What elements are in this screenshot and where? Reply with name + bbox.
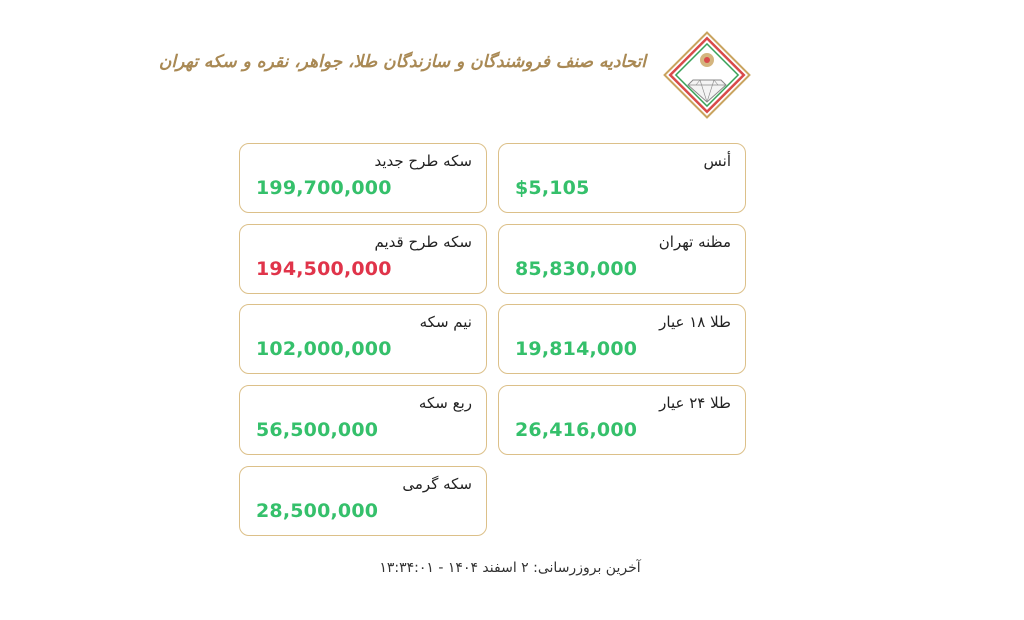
card-value: 85,830,000	[515, 258, 638, 280]
card-label: سکه طرح قدیم	[374, 233, 472, 251]
union-title: اتحادیه صنف فروشندگان و سازندگان طلا، جواهر، نقره و سکه تهران	[158, 52, 646, 72]
union-diamond-logo-icon	[662, 30, 752, 120]
price-card-quarter-coin	[239, 385, 487, 455]
site-header	[158, 30, 760, 110]
price-card-new-coin	[239, 143, 487, 213]
card-label: سکه طرح جدید	[374, 152, 472, 170]
card-label: طلا ۱۸ عیار	[659, 313, 731, 331]
price-card-tehran-quote	[498, 224, 746, 294]
card-label: ربع سکه	[418, 394, 472, 412]
card-value: 28,500,000	[256, 500, 379, 522]
price-card-gram-coin	[239, 466, 487, 536]
card-value: 19,814,000	[515, 338, 638, 360]
card-value: 26,416,000	[515, 419, 638, 441]
price-card-old-coin	[239, 224, 487, 294]
card-label: أنس	[703, 152, 731, 170]
card-label: نیم سکه	[419, 313, 472, 331]
card-value: 56,500,000	[256, 419, 379, 441]
last-update-text: آخرین بروزرسانی: ۲ اسفند ۱۴۰۴ - ۱۳:۳۴:۰۱	[379, 560, 641, 576]
card-label: مظنه تهران	[658, 233, 731, 251]
card-label: سکه گرمی	[402, 475, 472, 493]
card-value: 102,000,000	[256, 338, 392, 360]
price-card-ounce	[498, 143, 746, 213]
card-value: 199,700,000	[256, 177, 392, 199]
card-value: $5,105	[515, 177, 590, 199]
card-label: طلا ۲۴ عیار	[659, 394, 731, 412]
price-card-gold-18k	[498, 304, 746, 374]
price-card-gold-24k	[498, 385, 746, 455]
card-value: 194,500,000	[256, 258, 392, 280]
price-card-half-coin	[239, 304, 487, 374]
